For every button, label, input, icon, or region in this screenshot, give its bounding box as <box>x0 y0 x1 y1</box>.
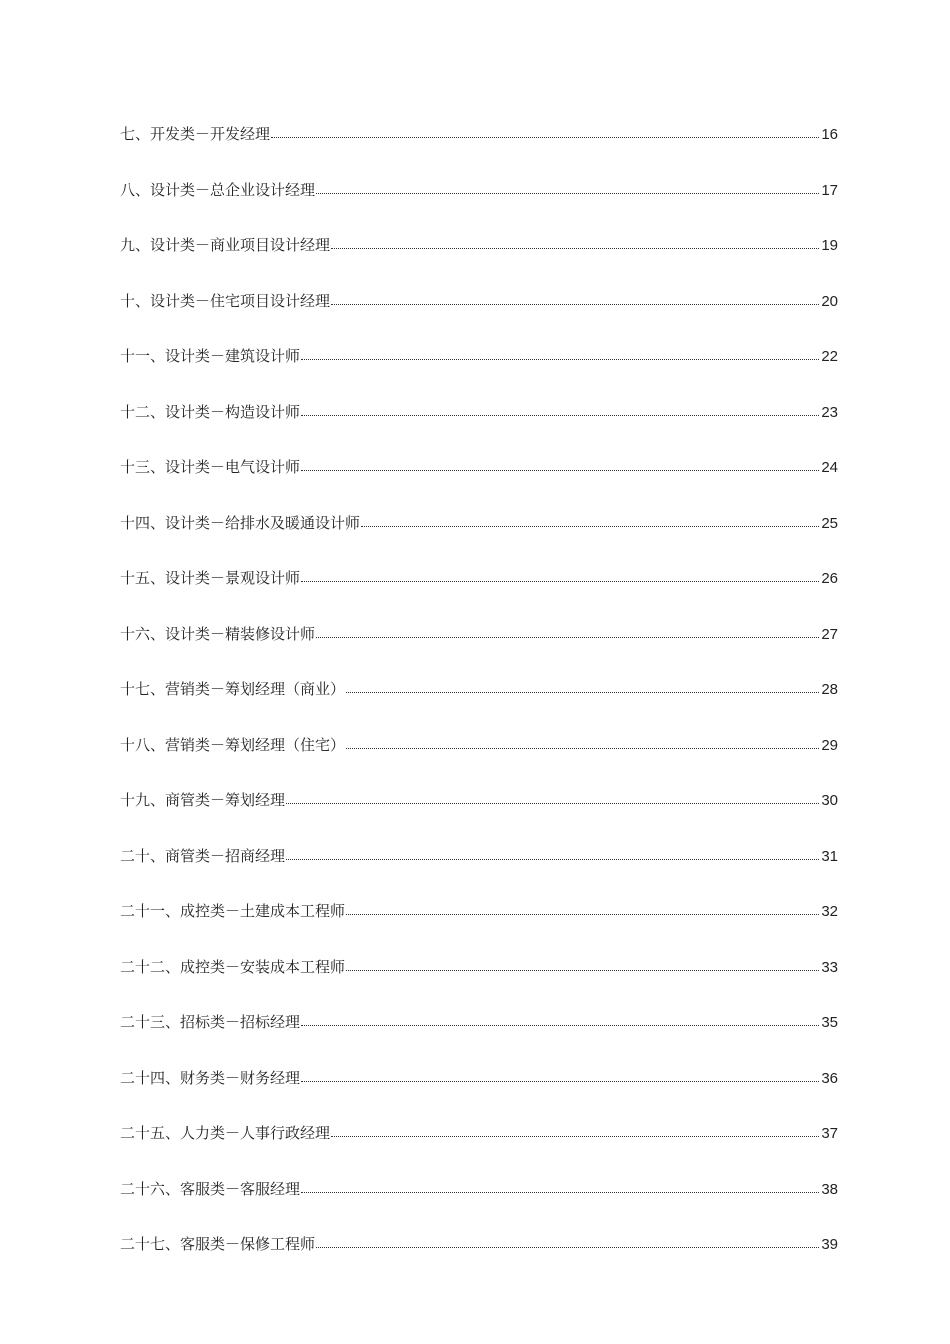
toc-dot-leader <box>346 691 819 693</box>
toc-entry-title: 十三、设计类－电气设计师 <box>120 458 301 476</box>
toc-dot-leader <box>301 469 819 471</box>
toc-dot-leader <box>316 192 819 194</box>
toc-entry-page: 33 <box>821 958 838 976</box>
toc-entry-page: 38 <box>821 1180 838 1198</box>
toc-entry-page: 27 <box>821 625 838 643</box>
toc-entry-title: 二十四、财务类－财务经理 <box>120 1068 301 1087</box>
toc-entry-title: 十八、营销类－筹划经理（住宅） <box>120 735 346 754</box>
toc-entry-title: 十五、设计类－景观设计师 <box>120 569 301 587</box>
toc-entry-title: 十一、设计类－建筑设计师 <box>120 347 301 365</box>
toc-entry-title: 九、设计类－商业项目设计经理 <box>120 236 331 254</box>
toc-entry[interactable] <box>120 1064 838 1120</box>
toc-entry-page: 29 <box>821 736 838 754</box>
toc-entry-title: 二十、商管类－招商经理 <box>120 846 286 865</box>
toc-dot-leader <box>301 1191 819 1193</box>
toc-entry-page: 31 <box>821 847 838 865</box>
toc-entry-title: 二十一、成控类－土建成本工程师 <box>120 902 346 920</box>
toc-dot-leader <box>301 414 819 416</box>
toc-entry[interactable] <box>120 398 838 454</box>
toc-entry[interactable] <box>120 287 838 343</box>
toc-entry-page: 20 <box>821 292 838 310</box>
toc-entry-title: 十、设计类－住宅项目设计经理 <box>120 291 331 310</box>
toc-dot-leader <box>271 136 819 138</box>
toc-dot-leader <box>301 580 819 582</box>
toc-entry[interactable] <box>120 1175 838 1231</box>
toc-entry[interactable] <box>120 897 838 953</box>
toc-entry-page: 25 <box>821 514 838 532</box>
toc-dot-leader <box>346 969 819 971</box>
toc-entry-page: 24 <box>821 459 838 476</box>
toc-entry[interactable] <box>120 509 838 565</box>
toc-entry[interactable] <box>120 342 838 398</box>
toc-dot-leader <box>361 525 819 527</box>
toc-entry[interactable] <box>120 564 838 620</box>
toc-entry[interactable] <box>120 176 838 232</box>
toc-entry[interactable] <box>120 453 838 509</box>
toc-entry[interactable] <box>120 120 838 176</box>
toc-entry-page: 36 <box>821 1069 838 1087</box>
toc-entry-title: 二十七、客服类－保修工程师 <box>120 1235 316 1253</box>
toc-entry-page: 28 <box>821 681 838 698</box>
toc-dot-leader <box>331 247 819 249</box>
toc-entry-title: 二十三、招标类－招标经理 <box>120 1013 301 1031</box>
toc-dot-leader <box>286 858 819 860</box>
toc-entry[interactable] <box>120 620 838 676</box>
toc-entry-page: 16 <box>821 126 838 143</box>
toc-dot-leader <box>316 636 819 638</box>
toc-entry-page: 37 <box>821 1125 838 1142</box>
toc-entry[interactable] <box>120 675 838 731</box>
toc-dot-leader <box>301 1024 819 1026</box>
toc-dot-leader <box>346 747 819 749</box>
toc-entry-title: 十七、营销类－筹划经理（商业） <box>120 680 346 698</box>
toc-entry[interactable] <box>120 842 838 898</box>
toc-entry-page: 23 <box>821 403 838 421</box>
toc-dot-leader <box>331 303 819 305</box>
toc-entry-page: 32 <box>821 903 838 920</box>
toc-entry-page: 22 <box>821 348 838 365</box>
toc-entry-title: 八、设计类－总企业设计经理 <box>120 180 316 199</box>
toc-dot-leader <box>331 1135 819 1137</box>
toc-entry-title: 十九、商管类－筹划经理 <box>120 791 286 809</box>
toc-entry[interactable] <box>120 731 838 787</box>
toc-entry-title: 二十二、成控类－安装成本工程师 <box>120 957 346 976</box>
table-of-contents <box>120 120 838 1286</box>
toc-entry-title: 二十六、客服类－客服经理 <box>120 1179 301 1198</box>
toc-entry-title: 七、开发类－开发经理 <box>120 125 271 143</box>
toc-entry-title: 十四、设计类－给排水及暖通设计师 <box>120 513 361 532</box>
toc-entry-page: 30 <box>821 792 838 809</box>
toc-dot-leader <box>346 913 819 915</box>
toc-entry[interactable] <box>120 1230 838 1286</box>
toc-entry[interactable] <box>120 1119 838 1175</box>
toc-entry-title: 十二、设计类－构造设计师 <box>120 402 301 421</box>
toc-entry[interactable] <box>120 231 838 287</box>
toc-dot-leader <box>316 1246 819 1248</box>
toc-entry[interactable] <box>120 953 838 1009</box>
toc-dot-leader <box>301 358 819 360</box>
toc-entry[interactable] <box>120 786 838 842</box>
toc-entry-page: 39 <box>821 1236 838 1253</box>
toc-entry-title: 二十五、人力类－人事行政经理 <box>120 1124 331 1142</box>
toc-entry-page: 19 <box>821 237 838 254</box>
toc-dot-leader <box>301 1080 819 1082</box>
toc-entry-page: 17 <box>821 181 838 199</box>
toc-entry-title: 十六、设计类－精装修设计师 <box>120 624 316 643</box>
toc-entry-page: 26 <box>821 570 838 587</box>
toc-dot-leader <box>286 802 819 804</box>
toc-entry-page: 35 <box>821 1014 838 1031</box>
toc-entry[interactable] <box>120 1008 838 1064</box>
